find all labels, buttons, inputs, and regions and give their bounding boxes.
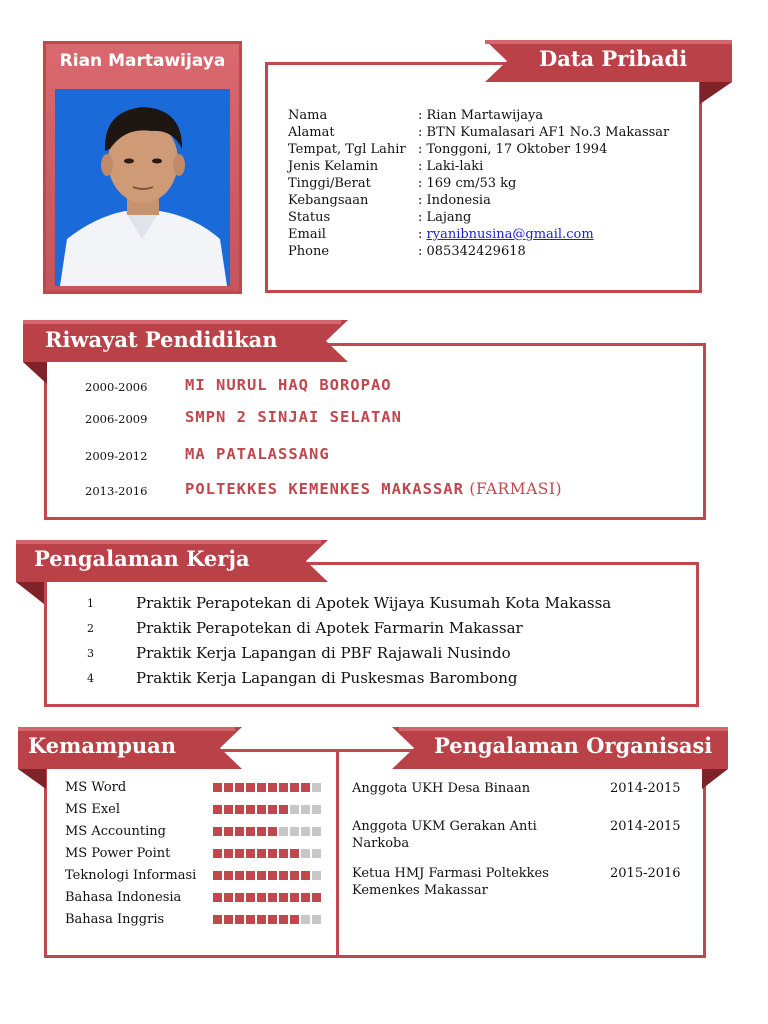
skill-level-square xyxy=(268,805,277,814)
profile-photo xyxy=(55,89,230,286)
section-header-personal xyxy=(485,40,732,82)
skill-name: MS Accounting xyxy=(65,824,166,839)
section-header-work xyxy=(16,540,328,582)
skill-level-square xyxy=(312,849,321,858)
section-header-skills xyxy=(18,727,242,769)
skill-level-square xyxy=(224,849,233,858)
skill-name: Bahasa Inggris xyxy=(65,912,165,927)
skill-level-square xyxy=(312,871,321,880)
skill-level-square xyxy=(235,783,244,792)
ribbon-fold xyxy=(16,582,44,604)
section-header-organization xyxy=(392,727,728,769)
ribbon-fold xyxy=(18,769,46,789)
skill-level-square xyxy=(235,915,244,924)
skill-level-bar xyxy=(213,849,321,858)
section-title: Data Pribadi xyxy=(539,46,688,71)
skill-level-square xyxy=(290,871,299,880)
skill-level-square xyxy=(279,893,288,902)
skill-name: Teknologi Informasi xyxy=(65,868,197,883)
skill-level-square xyxy=(268,915,277,924)
skill-level-square xyxy=(279,805,288,814)
skill-level-square xyxy=(246,849,255,858)
skill-level-square xyxy=(235,871,244,880)
skill-level-square xyxy=(301,915,310,924)
skill-level-square xyxy=(301,805,310,814)
skill-level-square xyxy=(290,849,299,858)
profile-name: Rian Martawijaya xyxy=(59,51,226,71)
skill-level-square xyxy=(213,849,222,858)
skill-name: Bahasa Indonesia xyxy=(65,890,182,905)
skill-level-square xyxy=(268,893,277,902)
skill-level-square xyxy=(257,827,266,836)
skill-name: MS Exel xyxy=(65,802,121,817)
skill-level-square xyxy=(312,915,321,924)
skill-level-square xyxy=(290,805,299,814)
skill-level-bar xyxy=(213,783,321,792)
skill-level-square xyxy=(213,871,222,880)
skill-level-square xyxy=(224,783,233,792)
skill-level-square xyxy=(224,805,233,814)
skill-level-square xyxy=(235,827,244,836)
email-link[interactable]: ryanibnusina@gmail.com xyxy=(426,227,594,242)
personal-info-box: Nama : Rian Martawijaya Alamat : BTN Kumalasari AF1 No.3 Makassar Tempat, Tgl Lahir : Tonggoni, 17 Oktober 1994 Jenis Kelamin : Laki-laki Tinggi/Berat : 169 cm/53 kg Kebangsaan : Indonesia Status : Lajang Email : ryanibnusina@gmail.com Phone : 085342429618 xyxy=(265,62,702,293)
skill-level-square xyxy=(224,893,233,902)
section-divider xyxy=(336,749,339,958)
section-header-education xyxy=(23,320,348,362)
skill-level-square xyxy=(279,827,288,836)
skill-level-square xyxy=(235,805,244,814)
ribbon-fold xyxy=(702,769,728,789)
skill-level-bar xyxy=(213,805,321,814)
section-title: Kemampuan xyxy=(28,733,177,758)
work-experience-box: 1 Praktik Perapotekan di Apotek Wijaya Kusumah Kota Makassa 2 Praktik Perapotekan di Apotek Farmarin Makassar 3 Praktik Kerja Lapangan di PBF Rajawali Nusindo 4 Praktik Kerja Lapangan di Puskesmas Barombong xyxy=(44,562,699,707)
skill-level-square xyxy=(213,827,222,836)
skill-level-square xyxy=(213,805,222,814)
skill-level-bar xyxy=(213,827,321,836)
skill-level-square xyxy=(235,893,244,902)
skill-level-square xyxy=(301,893,310,902)
skill-level-square xyxy=(301,871,310,880)
skill-level-square xyxy=(301,783,310,792)
section-title: Riwayat Pendidikan xyxy=(45,327,278,352)
skill-level-square xyxy=(257,783,266,792)
skill-level-square xyxy=(246,783,255,792)
skill-level-square xyxy=(279,915,288,924)
skill-level-square xyxy=(290,783,299,792)
skill-level-square xyxy=(257,805,266,814)
profile-photo-card xyxy=(43,41,242,294)
skill-level-square xyxy=(213,893,222,902)
person-photo-illustration xyxy=(55,89,230,286)
skill-level-square xyxy=(312,805,321,814)
skill-level-square xyxy=(290,893,299,902)
ribbon-fold xyxy=(700,82,732,104)
skill-level-square xyxy=(268,827,277,836)
skill-level-square xyxy=(279,783,288,792)
section-title: Pengalaman Organisasi xyxy=(434,733,713,758)
skill-level-square xyxy=(268,871,277,880)
skill-level-square xyxy=(312,893,321,902)
skill-level-square xyxy=(301,827,310,836)
section-title: Pengalaman Kerja xyxy=(34,546,250,571)
skill-level-square xyxy=(301,849,310,858)
skill-level-square xyxy=(246,805,255,814)
skill-level-square xyxy=(246,893,255,902)
skill-level-square xyxy=(290,827,299,836)
skill-level-square xyxy=(279,871,288,880)
skill-level-square xyxy=(246,871,255,880)
skill-level-bar xyxy=(213,915,321,924)
skill-level-square xyxy=(246,827,255,836)
skill-level-square xyxy=(246,915,255,924)
skill-level-square xyxy=(312,783,321,792)
skill-level-square xyxy=(257,871,266,880)
skill-level-square xyxy=(279,849,288,858)
skill-level-square xyxy=(224,827,233,836)
skill-level-square xyxy=(257,915,266,924)
skill-level-square xyxy=(290,915,299,924)
ribbon-fold xyxy=(23,362,47,384)
skill-name: MS Power Point xyxy=(65,846,171,861)
skill-level-square xyxy=(213,915,222,924)
skill-level-square xyxy=(268,849,277,858)
skill-level-square xyxy=(224,915,233,924)
skill-level-square xyxy=(213,783,222,792)
skill-level-bar xyxy=(213,893,321,902)
skill-level-square xyxy=(235,849,244,858)
skill-level-square xyxy=(224,871,233,880)
skill-name: MS Word xyxy=(65,780,127,795)
skill-level-square xyxy=(257,893,266,902)
skill-level-square xyxy=(268,783,277,792)
education-box: 2000-2006 MI NURUL HAQ BOROPAO 2006-2009 SMPN 2 SINJAI SELATAN 2009-2012 MA PATALASSANG 2013-2016 POLTEKKES KEMENKES MAKASSAR (FARMASI) xyxy=(44,343,706,520)
skill-level-bar xyxy=(213,871,321,880)
skill-level-square xyxy=(312,827,321,836)
skill-level-square xyxy=(257,849,266,858)
